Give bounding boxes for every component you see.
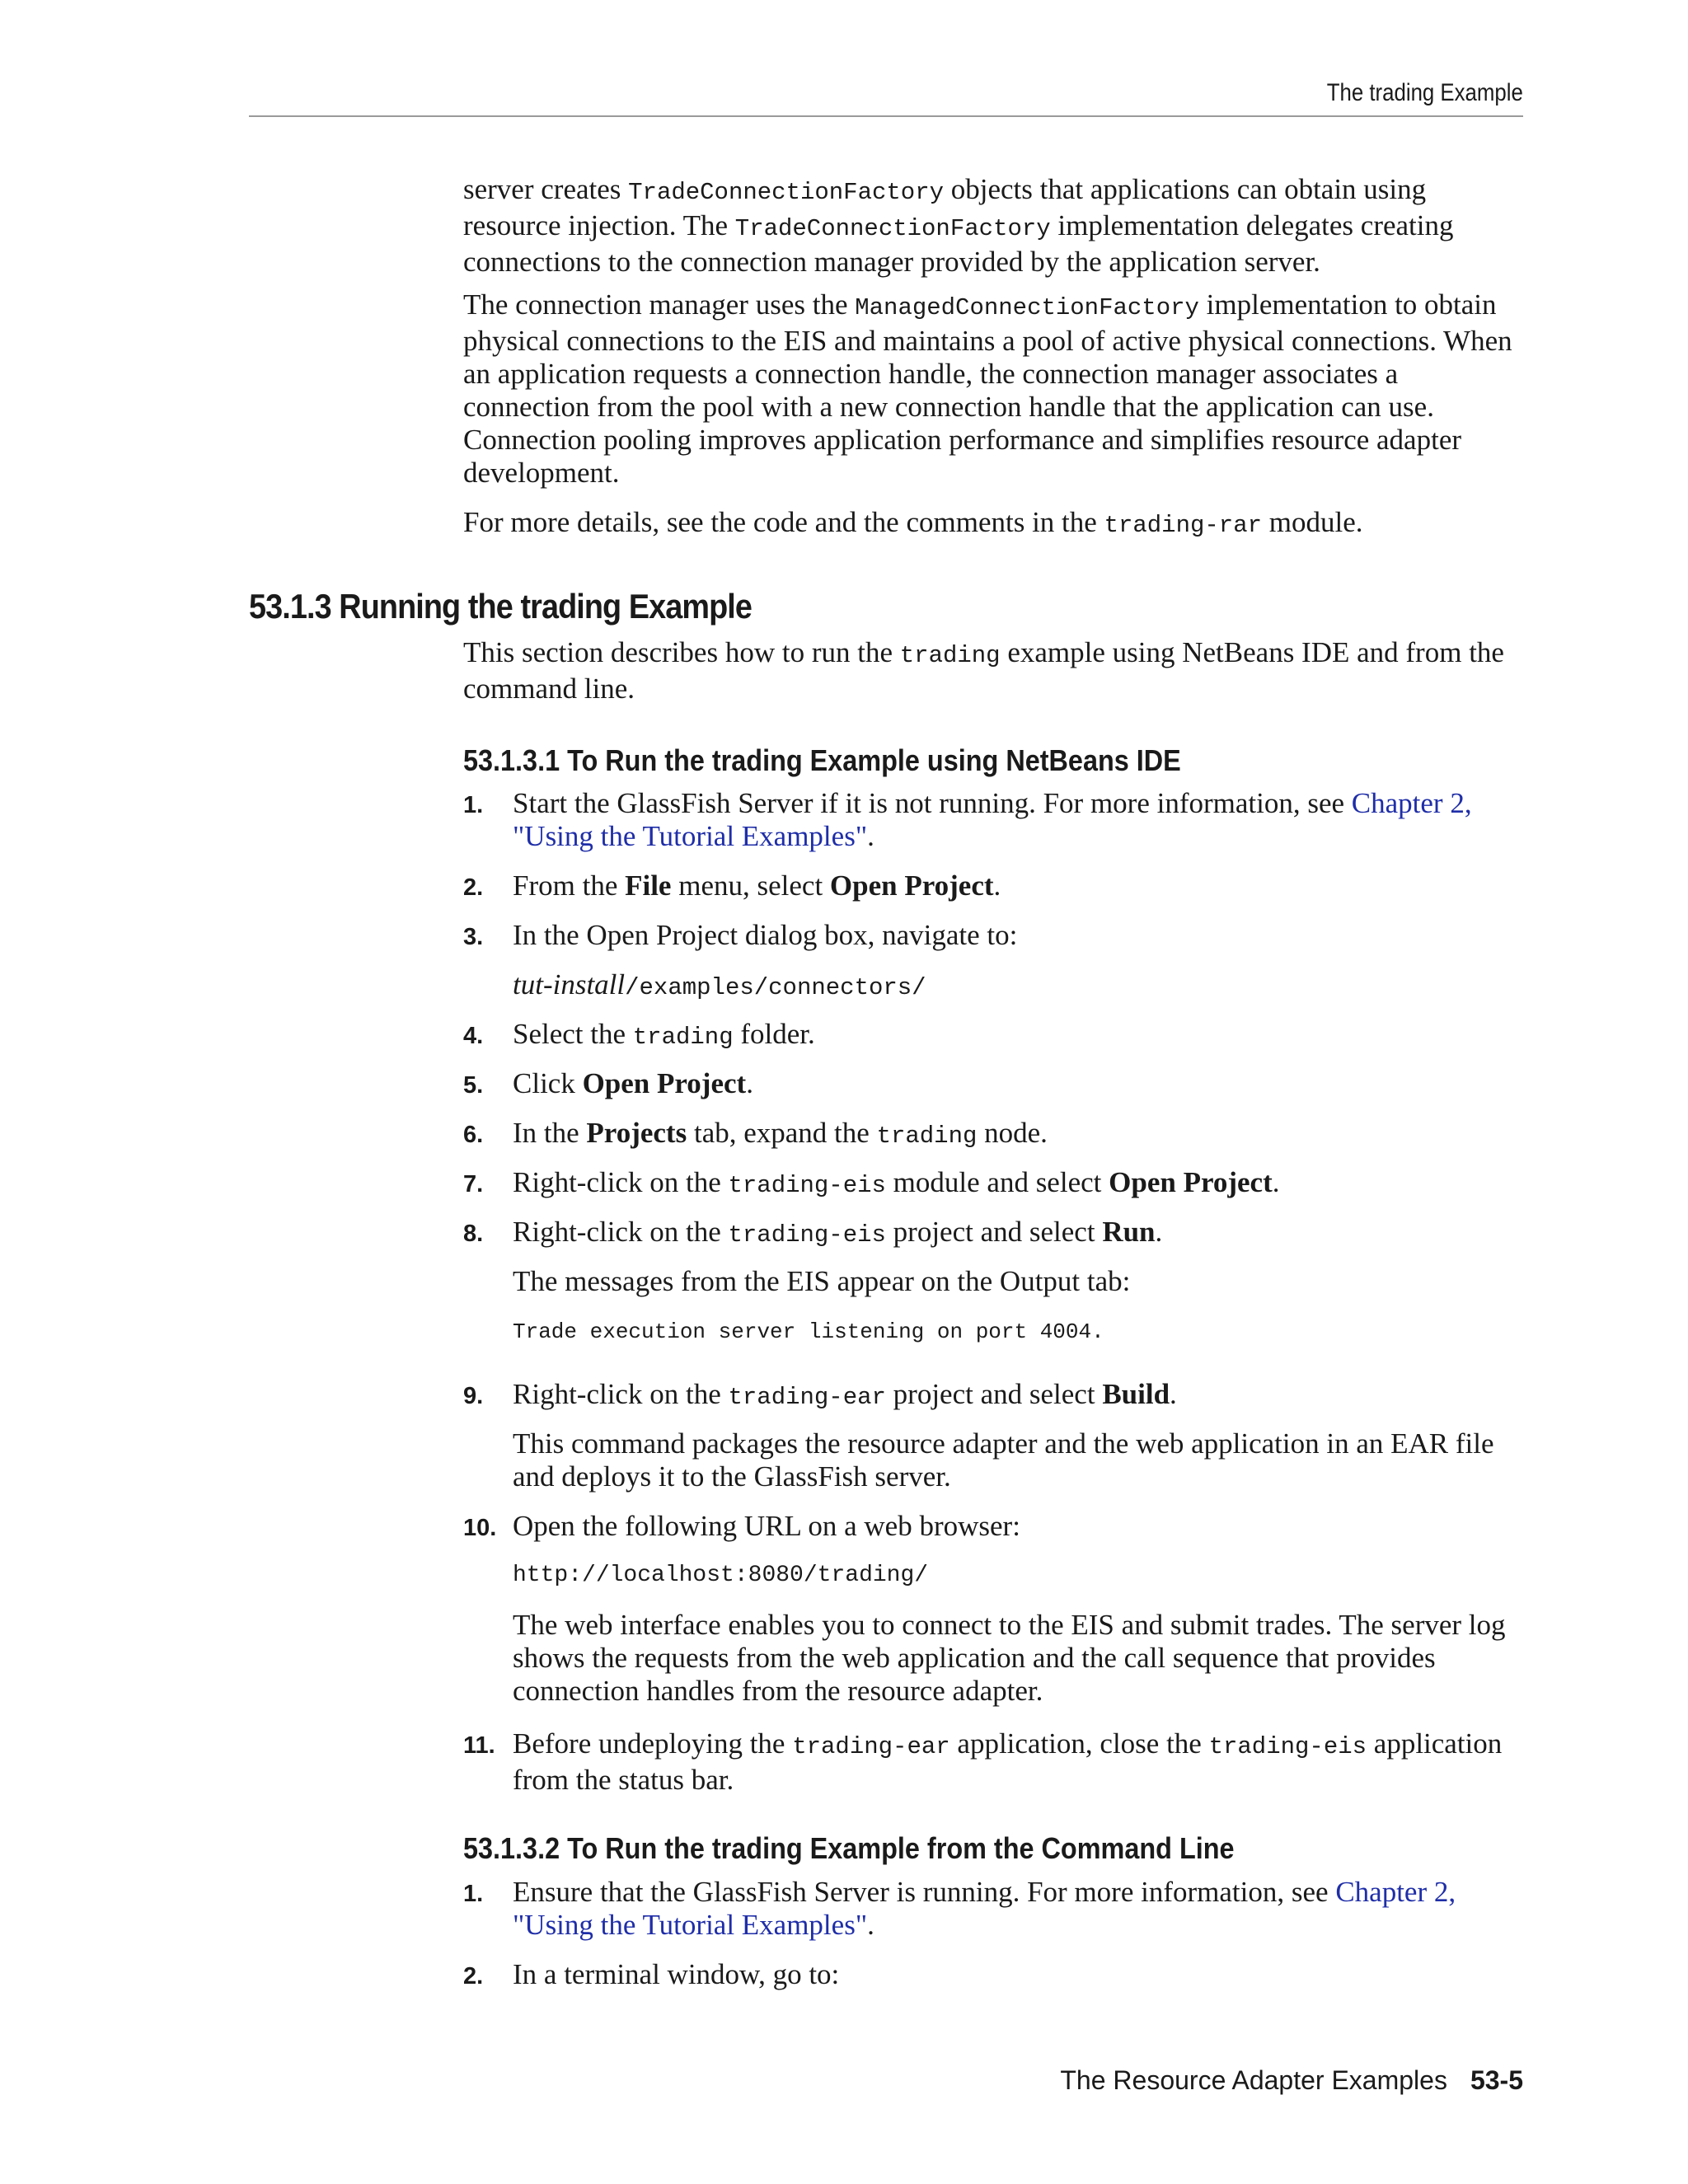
inline-code: trading (899, 642, 1001, 669)
step-number: 11. (463, 1732, 495, 1759)
intro-paragraph-2: The connection manager uses the ManagedConnectionFactory implementation to obtain physical connections to the EIS and maintains a pool of active physical connections. When an application requests a connection handle, the connection manager associates a connection from the pool with a new connection handle that the application can use. Connection pooling improves application performance and simplifies resource adapter development. (463, 288, 1512, 489)
intro-paragraph-1: server creates TradeConnectionFactory objects that applications can obtain using resource injection. The TradeConnectionFactory implementation delegates creating connections to the connection manager provided by the application server. (463, 173, 1454, 278)
page-footer (1060, 2065, 1523, 2096)
step-note: The web interface enables you to connect to the EIS and submit trades. The server log shows the requests from the web application and the call sequence that provides connection handles from the resource adapter. (513, 1609, 1506, 1707)
chapter-2-link[interactable]: Chapter 2, "Using the Tutorial Examples" (513, 1876, 1456, 1941)
step-number: 3. (463, 924, 484, 950)
inline-code: ManagedConnectionFactory (855, 294, 1199, 321)
section-intro: This section describes how to run the trading example using NetBeans IDE and from the command line. (463, 636, 1504, 705)
subsection-heading-command-line: 53.1.3.2 To Run the trading Example from the Command Line (463, 1831, 1235, 1865)
step-number: 1. (463, 792, 484, 818)
step-number: 10. (463, 1515, 497, 1541)
step-note: The messages from the EIS appear on the Output tab: (513, 1265, 1131, 1297)
section-heading: 53.1.3 Running the trading Example (249, 587, 753, 626)
step-number: 4. (463, 1023, 484, 1049)
footer-chapter-title: The Resource Adapter Examples (1060, 2065, 1447, 2095)
step-number: 6. (463, 1122, 484, 1148)
step-number: 7. (463, 1171, 484, 1197)
page-number: 53-5 (1470, 2065, 1523, 2095)
step-number: 8. (463, 1221, 484, 1247)
inline-code: TradeConnectionFactory (628, 179, 945, 206)
step-item: 1. Start the GlassFish Server if it is not running. For more information, see Chapter 2, "Using the Tutorial Examples". (463, 787, 1472, 852)
header-title: The trading Example (1326, 79, 1523, 106)
subsection-heading-netbeans: 53.1.3.1 To Run the trading Example using NetBeans IDE (463, 743, 1181, 777)
output-code-line: Trade execution server listening on port 4004. (513, 1319, 1104, 1344)
step-number: 9. (463, 1383, 484, 1409)
chapter-2-link[interactable]: Chapter 2, "Using the Tutorial Examples" (513, 787, 1472, 852)
inline-code: trading-rar (1104, 512, 1262, 539)
url-code-line: http://localhost:8080/trading/ (513, 1563, 929, 1588)
step-number: 5. (463, 1072, 484, 1099)
step-number: 1. (463, 1881, 484, 1907)
step-number: 2. (463, 1963, 484, 1990)
running-header (249, 73, 1523, 117)
intro-paragraph-3: For more details, see the code and the comments in the trading-rar module. (463, 506, 1363, 539)
step-note: This command packages the resource adapter and the web application in an EAR file and deploys it to the GlassFish server. (513, 1427, 1494, 1493)
step-number: 2. (463, 874, 484, 901)
install-path: tut-install/examples/connectors/ (513, 968, 926, 1001)
inline-code: TradeConnectionFactory (734, 215, 1051, 242)
